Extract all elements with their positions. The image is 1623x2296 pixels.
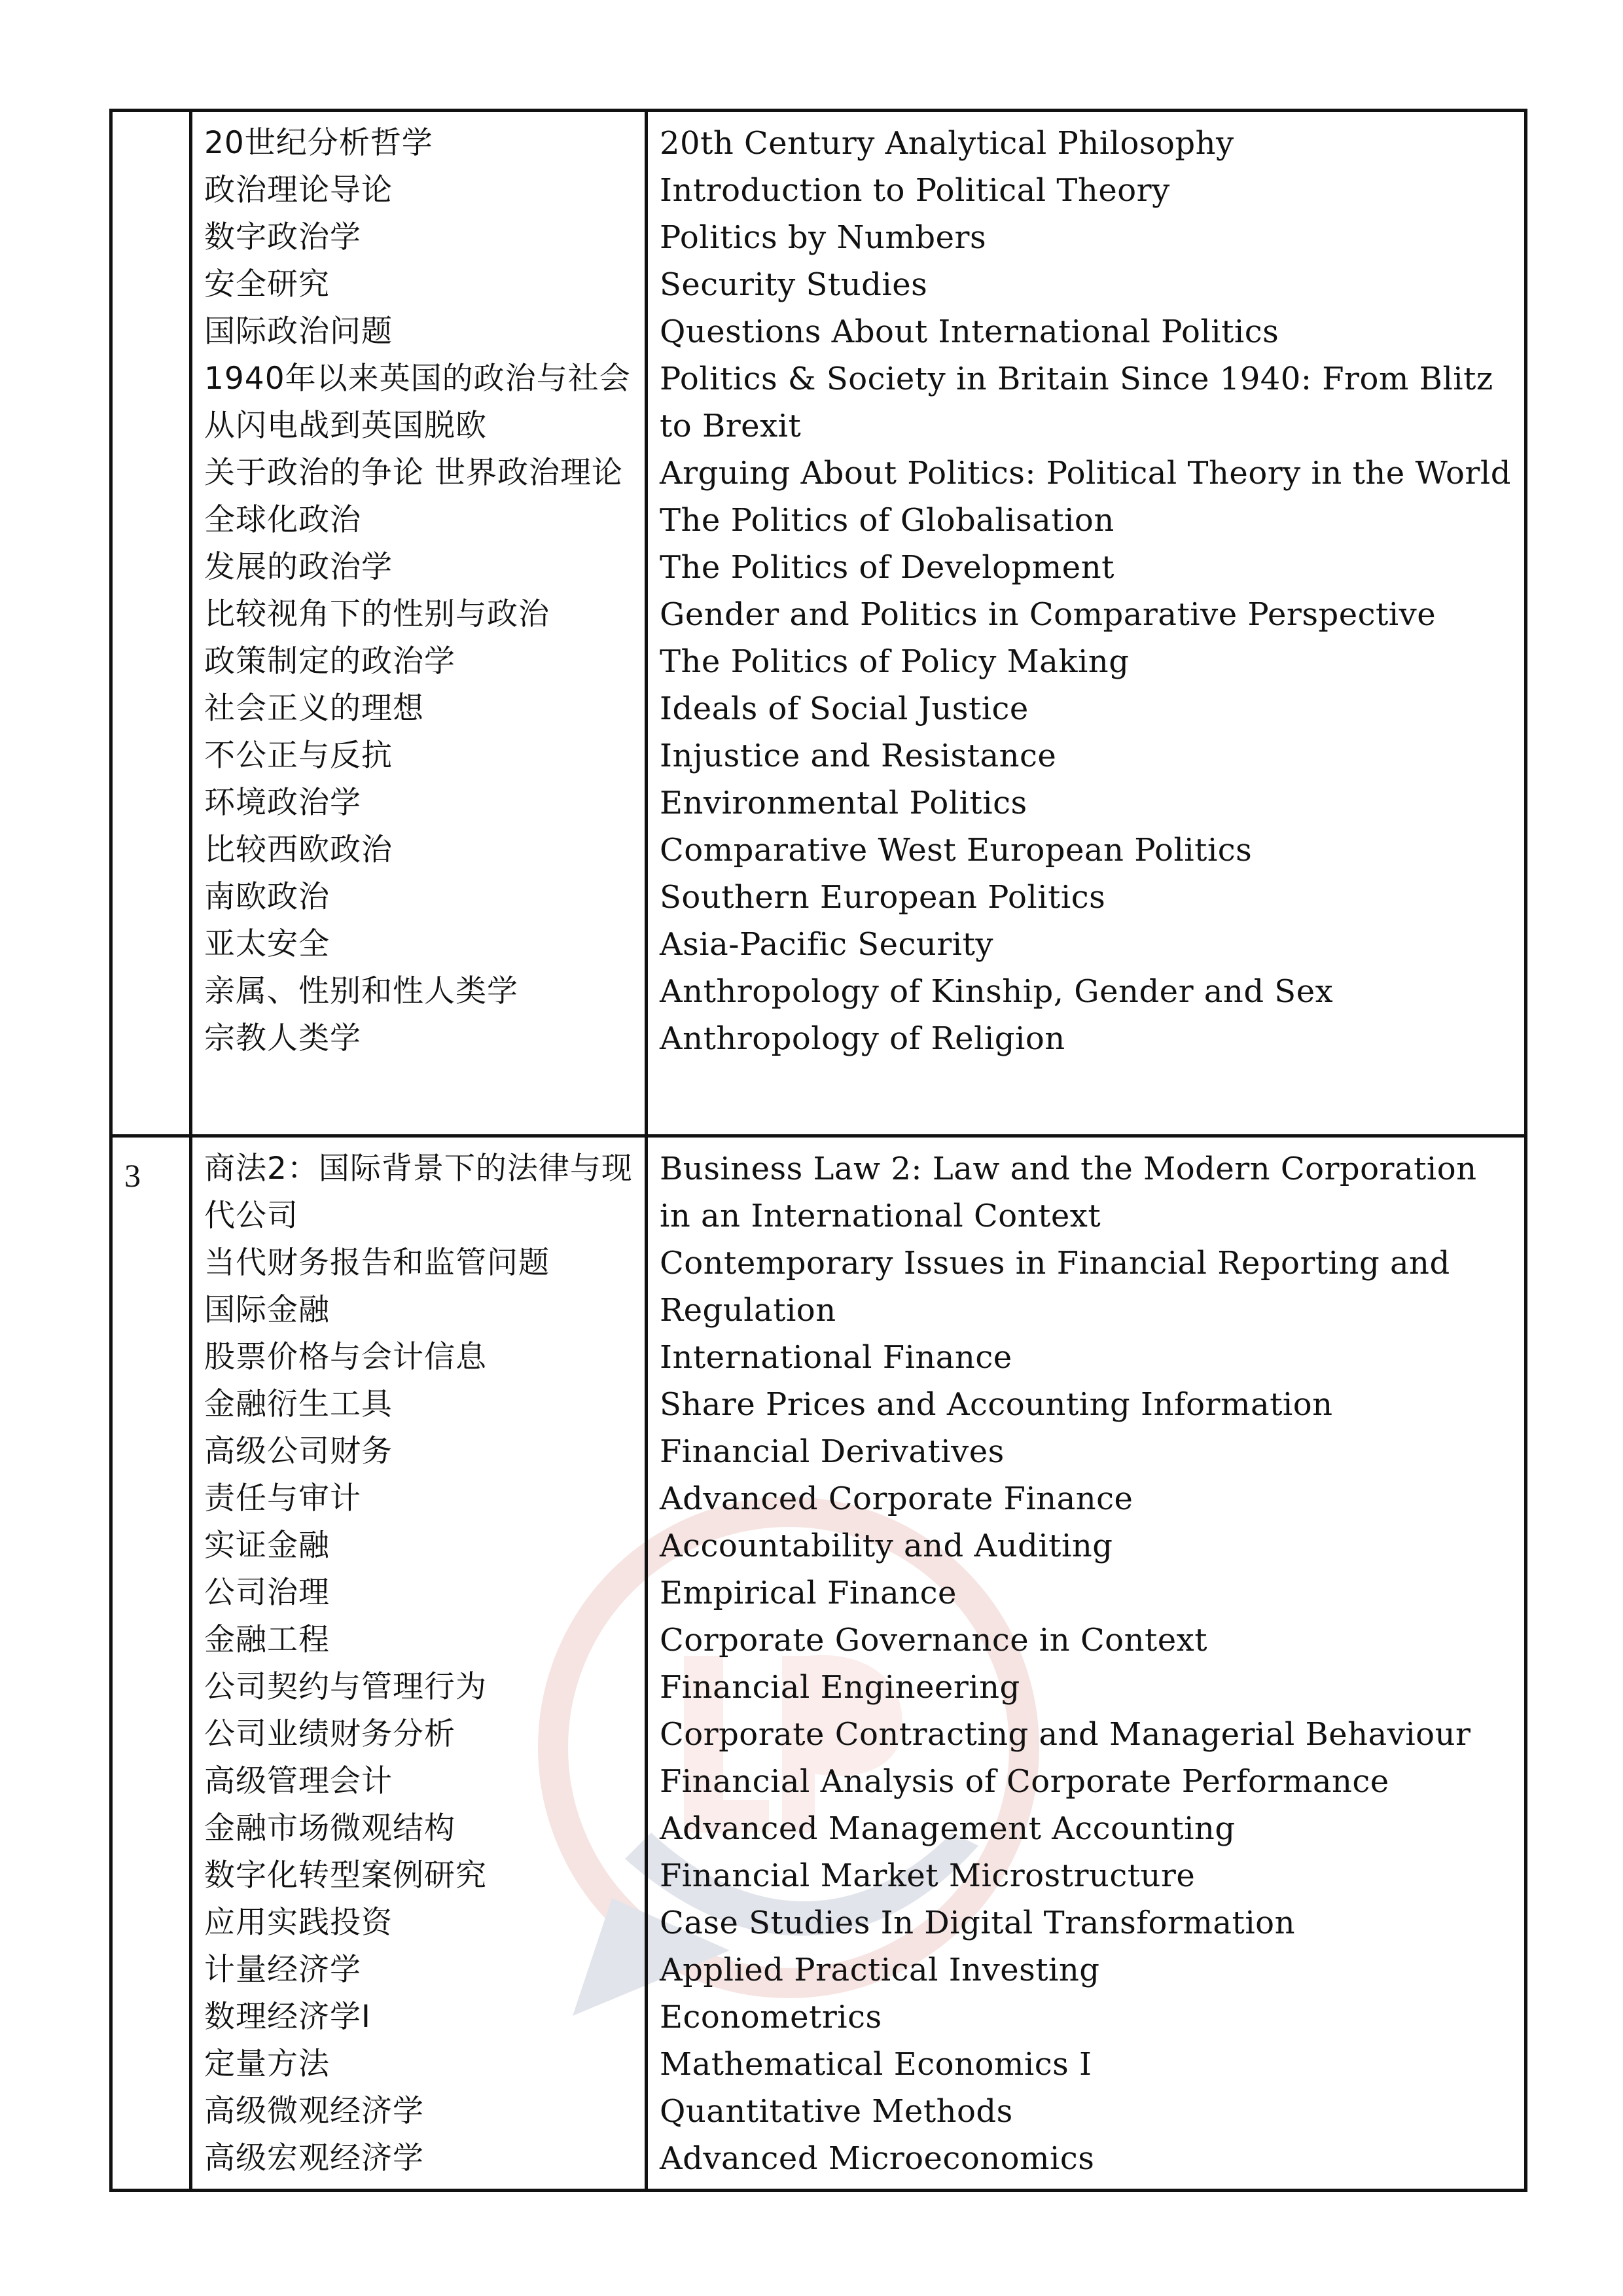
list-item: 国际金融: [204, 1292, 330, 1328]
list-item: Introduction to Political Theory: [660, 172, 1170, 209]
list-item: 不公正与反抗: [204, 738, 393, 774]
list-item: 安全研究: [204, 266, 330, 302]
list-item: Ideals of Social Justice: [660, 691, 1029, 727]
list-item: 关于政治的争论 世界政治理论: [204, 455, 623, 491]
list-item: Financial Engineering: [660, 1669, 1020, 1706]
list-item: Asia-Pacific Security: [660, 926, 994, 963]
english-course-list: [660, 1145, 1515, 2182]
list-item: 高级管理会计: [204, 1763, 393, 1799]
list-item: Injustice and Resistance: [660, 738, 1057, 774]
english-course-list: [660, 120, 1515, 1062]
table-row: [111, 1136, 1526, 2191]
list-item: Politics & Society in Britain Since 1940: From Blitz to Brexit: [660, 361, 1493, 444]
list-item: 当代财务报告和监管问题: [204, 1245, 550, 1281]
list-item: 金融市场微观结构: [204, 1810, 455, 1846]
list-item: The Politics of Development: [660, 549, 1115, 586]
list-item: 金融工程: [204, 1622, 330, 1658]
list-item: 实证金融: [204, 1528, 330, 1564]
list-item: 亚太安全: [204, 926, 330, 962]
list-item: International Finance: [660, 1339, 1012, 1376]
list-item: 计量经济学: [204, 1952, 361, 1988]
list-item: Advanced Management Accounting: [660, 1810, 1236, 1847]
list-item: Empirical Finance: [660, 1575, 957, 1611]
list-item: Arguing About Politics: Political Theory in the World: [660, 455, 1511, 492]
list-item: Business Law 2: Law and the Modern Corporation in an International Context: [660, 1151, 1477, 1234]
list-item: 数字政治学: [204, 219, 361, 255]
list-item: Applied Practical Investing: [660, 1952, 1100, 1988]
list-item: 政策制定的政治学: [204, 643, 455, 679]
list-item: Comparative West European Politics: [660, 832, 1253, 869]
list-item: 发展的政治学: [204, 549, 393, 585]
list-item: 宗教人类学: [204, 1020, 361, 1056]
list-item: Quantitative Methods: [660, 2093, 1013, 2130]
list-item: 高级微观经济学: [204, 2093, 424, 2129]
row-number-cell: [111, 111, 191, 1136]
list-item: Accountability and Auditing: [660, 1528, 1113, 1564]
list-item: 1940年以来英国的政治与社会 从闪电战到英国脱欧: [204, 361, 631, 444]
list-item: Advanced Corporate Finance: [660, 1480, 1133, 1517]
list-item: 社会正义的理想: [204, 691, 424, 726]
list-item: 数理经济学I: [204, 1999, 371, 2035]
list-item: Advanced Microeconomics: [660, 2140, 1095, 2177]
english-courses-cell: [647, 1136, 1526, 2191]
list-item: Southern European Politics: [660, 879, 1106, 916]
list-item: The Politics of Globalisation: [660, 502, 1115, 539]
list-item: Contemporary Issues in Financial Reporting and Regulation: [660, 1245, 1450, 1329]
list-item: 公司契约与管理行为: [204, 1669, 487, 1705]
list-item: 20th Century Analytical Philosophy: [660, 125, 1234, 162]
chinese-course-list: [204, 1145, 635, 2182]
list-item: 环境政治学: [204, 785, 361, 821]
list-item: Financial Analysis of Corporate Performance: [660, 1763, 1389, 1800]
list-item: 商法2：国际背景下的法律与现代公司: [204, 1151, 633, 1234]
list-item: Financial Market Microstructure: [660, 1857, 1196, 1894]
list-item: Questions About International Politics: [660, 314, 1279, 350]
list-item: 股票价格与会计信息: [204, 1339, 487, 1375]
list-item: The Politics of Policy Making: [660, 643, 1130, 680]
list-item: 南欧政治: [204, 879, 330, 915]
chinese-courses-cell: [191, 111, 647, 1136]
list-item: 比较西欧政治: [204, 832, 393, 868]
list-item: 责任与审计: [204, 1480, 361, 1516]
list-item: 亲属、性别和性人类学: [204, 973, 518, 1009]
table-row: [111, 111, 1526, 1136]
course-table: [109, 109, 1527, 2192]
list-item: Anthropology of Kinship, Gender and Sex: [660, 973, 1334, 1010]
list-item: 高级宏观经济学: [204, 2140, 424, 2176]
list-item: Econometrics: [660, 1999, 882, 2036]
chinese-course-list: [204, 120, 635, 1062]
list-item: Financial Derivatives: [660, 1433, 1005, 1470]
list-item: 金融衍生工具: [204, 1386, 393, 1422]
english-courses-cell: [647, 111, 1526, 1136]
list-item: 政治理论导论: [204, 172, 393, 208]
list-item: Case Studies In Digital Transformation: [660, 1905, 1295, 1941]
list-item: 定量方法: [204, 2046, 330, 2082]
list-item: 应用实践投资: [204, 1905, 393, 1941]
list-item: Corporate Governance in Context: [660, 1622, 1208, 1659]
list-item: Mathematical Economics I: [660, 2046, 1092, 2083]
list-item: 20世纪分析哲学: [204, 125, 433, 161]
list-item: Security Studies: [660, 266, 928, 303]
chinese-courses-cell: [191, 1136, 647, 2191]
list-item: Environmental Politics: [660, 785, 1027, 821]
list-item: 国际政治问题: [204, 314, 393, 350]
list-item: Politics by Numbers: [660, 219, 987, 256]
list-item: Gender and Politics in Comparative Perspective: [660, 596, 1436, 633]
list-item: Anthropology of Religion: [660, 1020, 1065, 1057]
list-item: Corporate Contracting and Managerial Behaviour: [660, 1716, 1471, 1753]
list-item: 数字化转型案例研究: [204, 1857, 487, 1893]
list-item: 公司业绩财务分析: [204, 1716, 455, 1752]
list-item: 比较视角下的性别与政治: [204, 596, 550, 632]
list-item: Share Prices and Accounting Information: [660, 1386, 1333, 1423]
row-number-cell: 3: [111, 1136, 191, 2191]
list-item: 全球化政治: [204, 502, 361, 538]
list-item: 高级公司财务: [204, 1433, 393, 1469]
list-item: 公司治理: [204, 1575, 330, 1611]
